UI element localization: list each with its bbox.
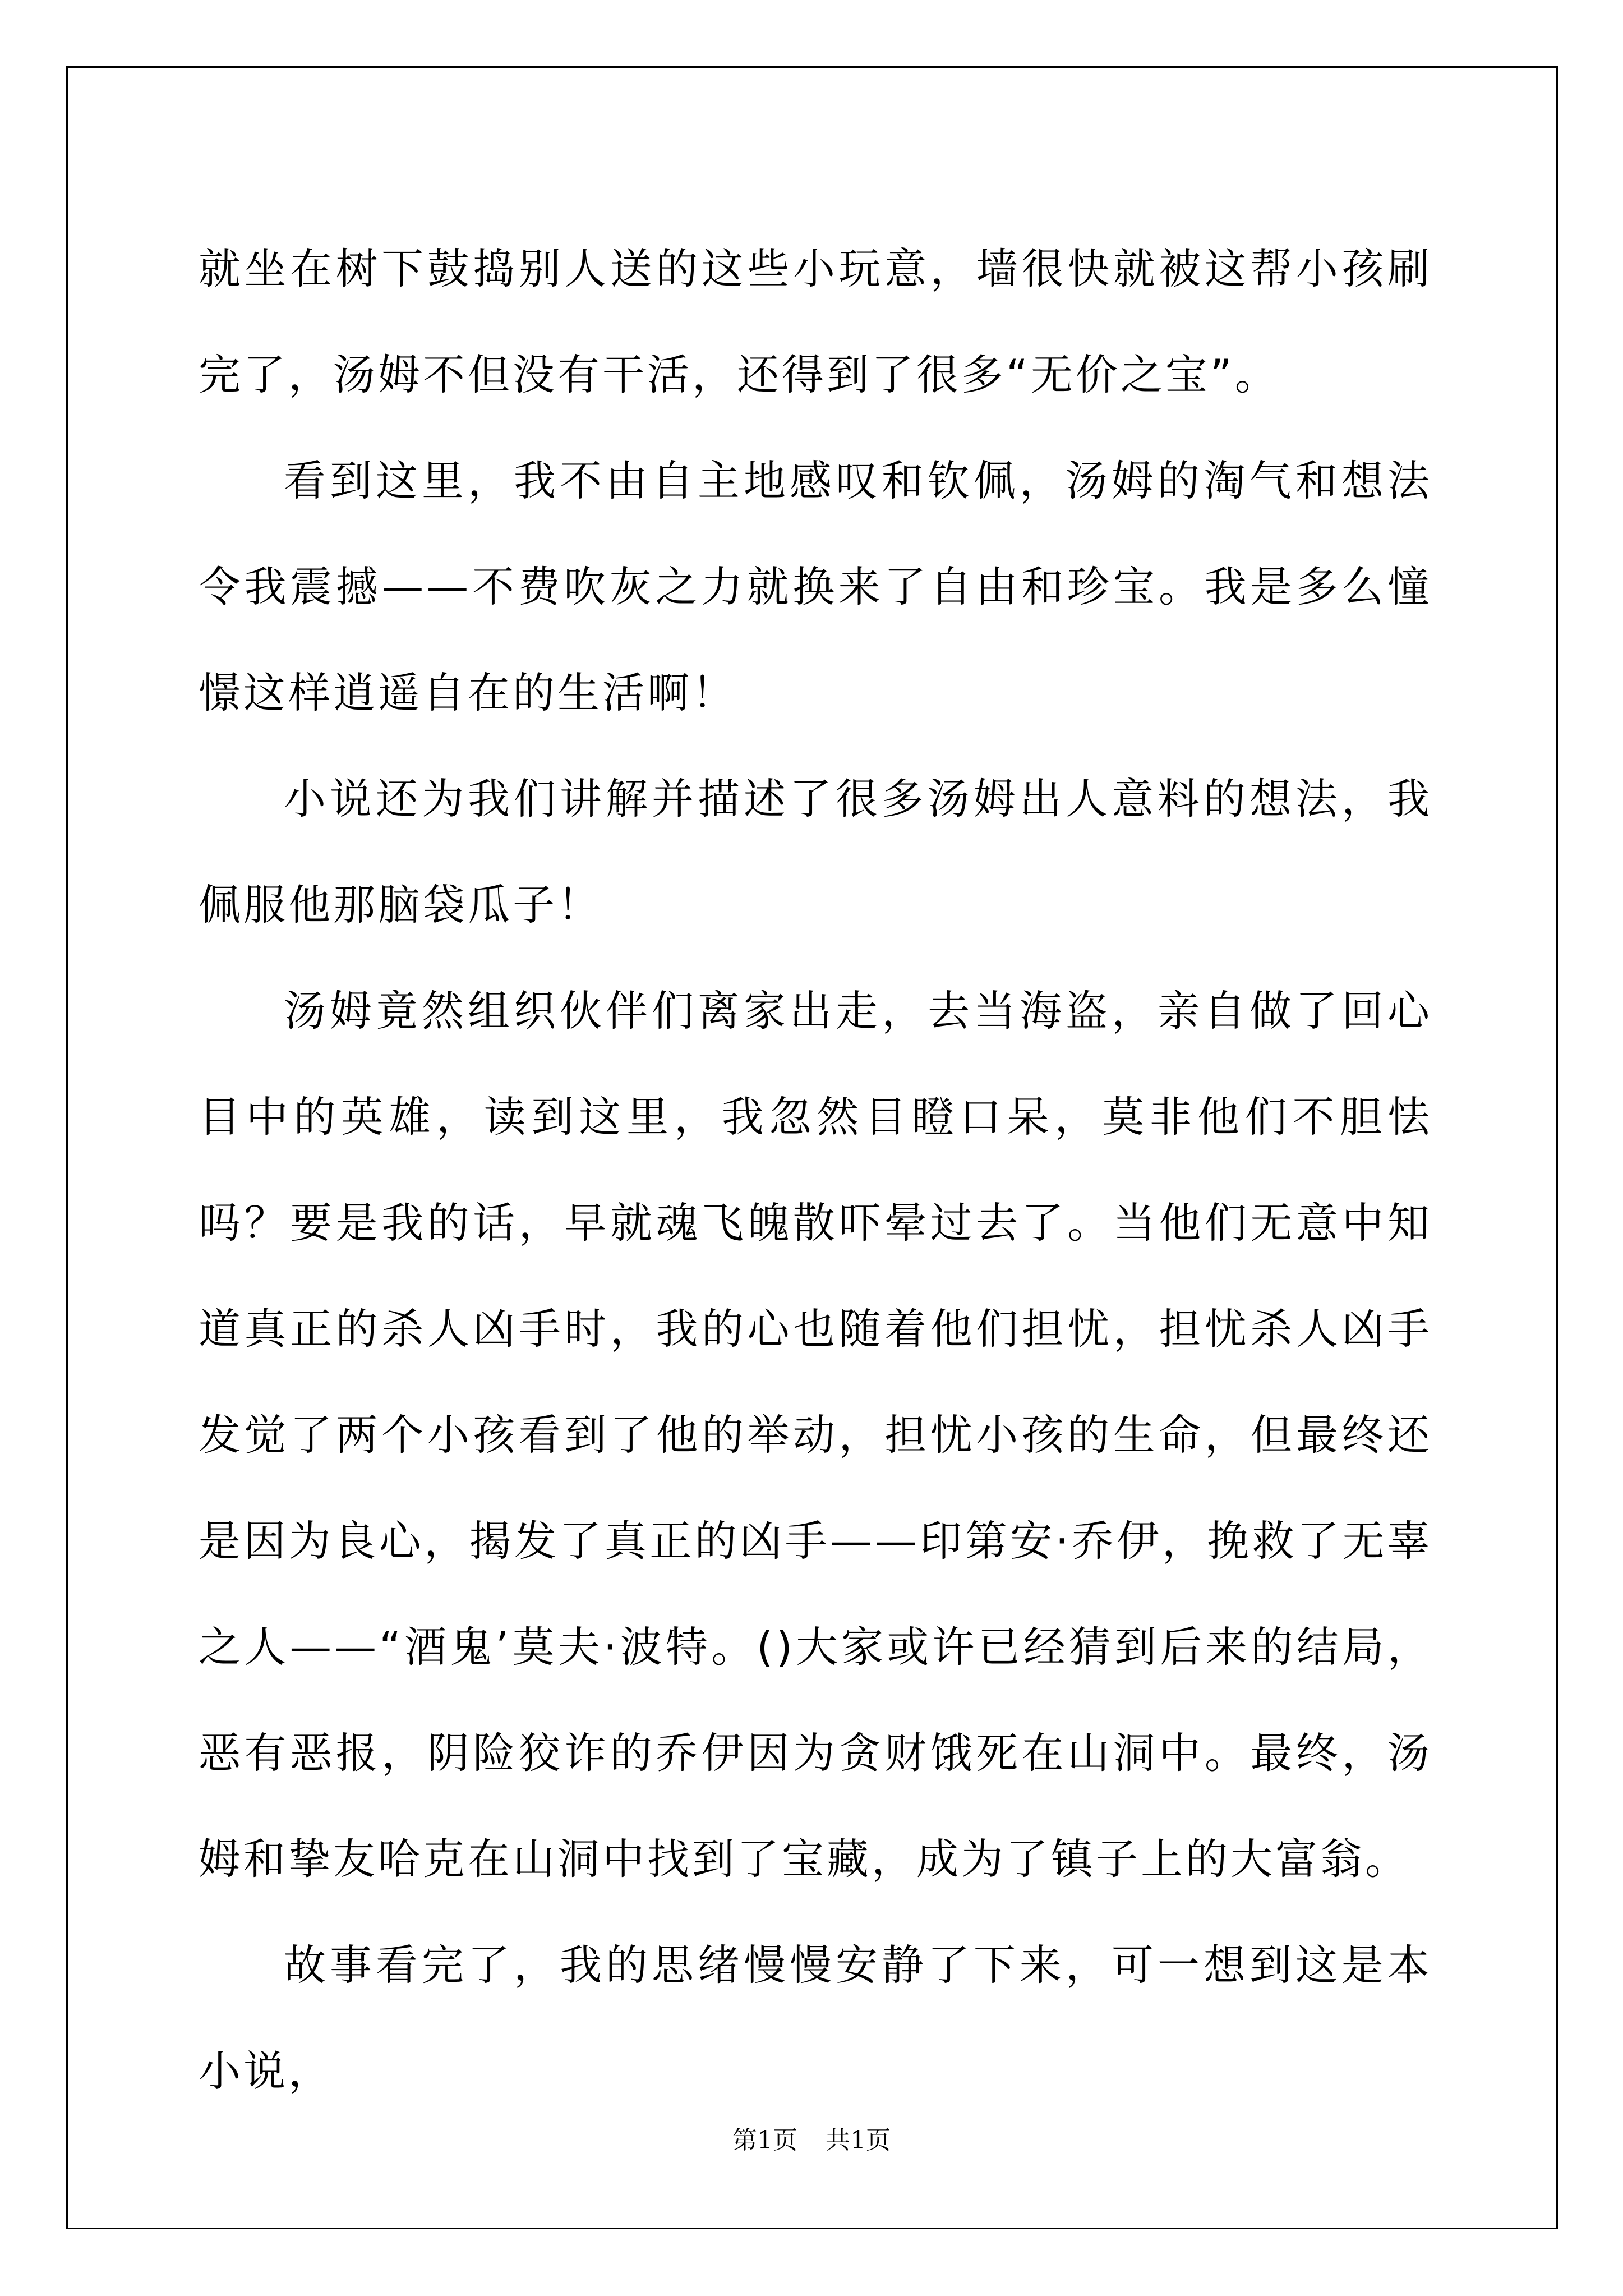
- paragraph-4: 汤姆竟然组织伙伴们离家出走，去当海盗，亲自做了回心目中的英雄，读到这里，我忽然目瞪口呆，莫非他们不胆怯 吗？要是我的话，早就魂飞魄散吓晕过去了。当他们无意中知道真正的杀人凶手时，我的心也随着他们担忧，担忧杀人凶手发觉了两个小孩看到了他的举动，担忧小孩的生命，但最终还是因为良心，揭发了真正的凶手——印第安·乔伊，挽救了无辜之人——“酒鬼’莫夫·波特。()大家或许已经猜到后来的结局，恶有恶报，阴险狡诈的乔伊因为贪财饿死在山洞中。最终，汤姆和挚友哈克在山洞中找到了宝藏，成为了镇子上的大富翁。: [199, 986, 1432, 1884]
- page-total: 共1页: [826, 2126, 891, 2155]
- page-number: 第1页: [732, 2126, 797, 2155]
- document-body: [199, 216, 1432, 2124]
- paragraph-5: 故事看完了，我的思绪慢慢安静了下来，可一想到这是本小说，: [199, 1940, 1432, 2096]
- page-footer: [0, 2124, 1623, 2157]
- paragraph-3: 小说还为我们讲解并描述了很多汤姆出人意料的想法，我佩服他那脑袋瓜子！: [199, 774, 1432, 930]
- paragraph-2: 看到这里，我不由自主地感叹和钦佩，汤姆的淘气和想法令我震撼——不费吹灰之力就换来了自由和珍宝。我是多么憧憬这样逍遥自在的生活啊！: [199, 456, 1432, 717]
- paragraph-1: 就坐在树下鼓捣别人送的这些小玩意，墙很快就被这帮小孩刷完了，汤姆不但没有干活，还得到了很多“无价之宝”。: [199, 244, 1432, 399]
